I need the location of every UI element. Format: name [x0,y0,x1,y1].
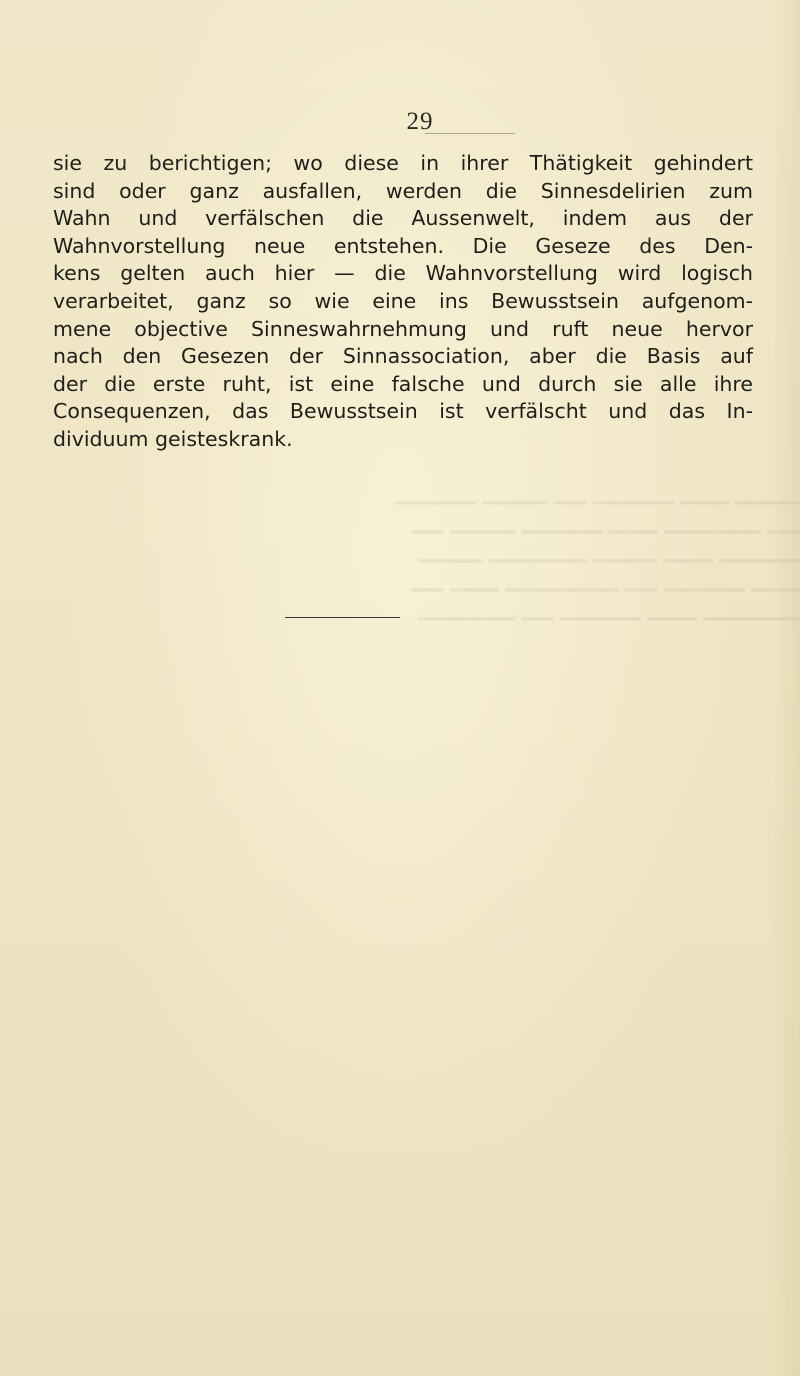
main-paragraph [53,150,753,454]
text-line: dividuum geisteskrank. [53,426,293,451]
text-line: Consequenzen, das Bewusstsein ist verfälscht und das In- [53,399,753,424]
text-line: Wahn und verfälschen die Aussenwelt, indem aus der [53,206,753,231]
text-line: Wahnvorstellung neue entstehen. Die Geseze des Den- [53,233,753,258]
text-line: kens gelten auch hier — die Wahnvorstellung wird logisch [53,261,753,286]
text-line: der die erste ruht, ist eine falsche und durch sie alle ihre [53,371,753,396]
text-line: nach den Gesezen der Sinnassociation, aber die Basis auf [53,344,753,369]
page-number-underline [425,133,515,134]
text-line: mene objective Sinneswahrnehmung und ruft neue hervor [53,316,753,341]
text-line: sie zu berichtigen; wo diese in ihrer Thätigkeit gehindert [53,151,753,175]
text-line: sind oder ganz ausfallen, werden die Sinnesdelirien zum [53,178,753,203]
page-edge-shading [770,0,800,1376]
page-number: 29 [406,108,434,135]
section-divider-rule [285,617,400,618]
text-line: verarbeitet, ganz so wie eine ins Bewusstsein aufgenom- [53,288,753,313]
bleed-through-texture: ▔▔▔▔ ▔▔▔ ▔▔▔▔▔ ▔▔ ▔▔▔▔ ▔▔▔▔▔ ▔▔ ▔▔▔▔▔▔ ▔▔▔ ▔▔▔▔▔ ▔▔▔▔ ▔▔ ▔▔▔▔▔ ▔▔▔ ▔▔▔▔ ▔▔▔▔▔▔ ▔▔▔▔ ▔▔▔ ▔▔▔▔▔ ▔▔ ▔▔▔▔▔▔▔ ▔▔▔ ▔▔ ▔▔▔▔▔▔ ▔▔▔ ▔▔▔▔▔ ▔▔ ▔▔▔▔▔▔ [395,502,800,642]
